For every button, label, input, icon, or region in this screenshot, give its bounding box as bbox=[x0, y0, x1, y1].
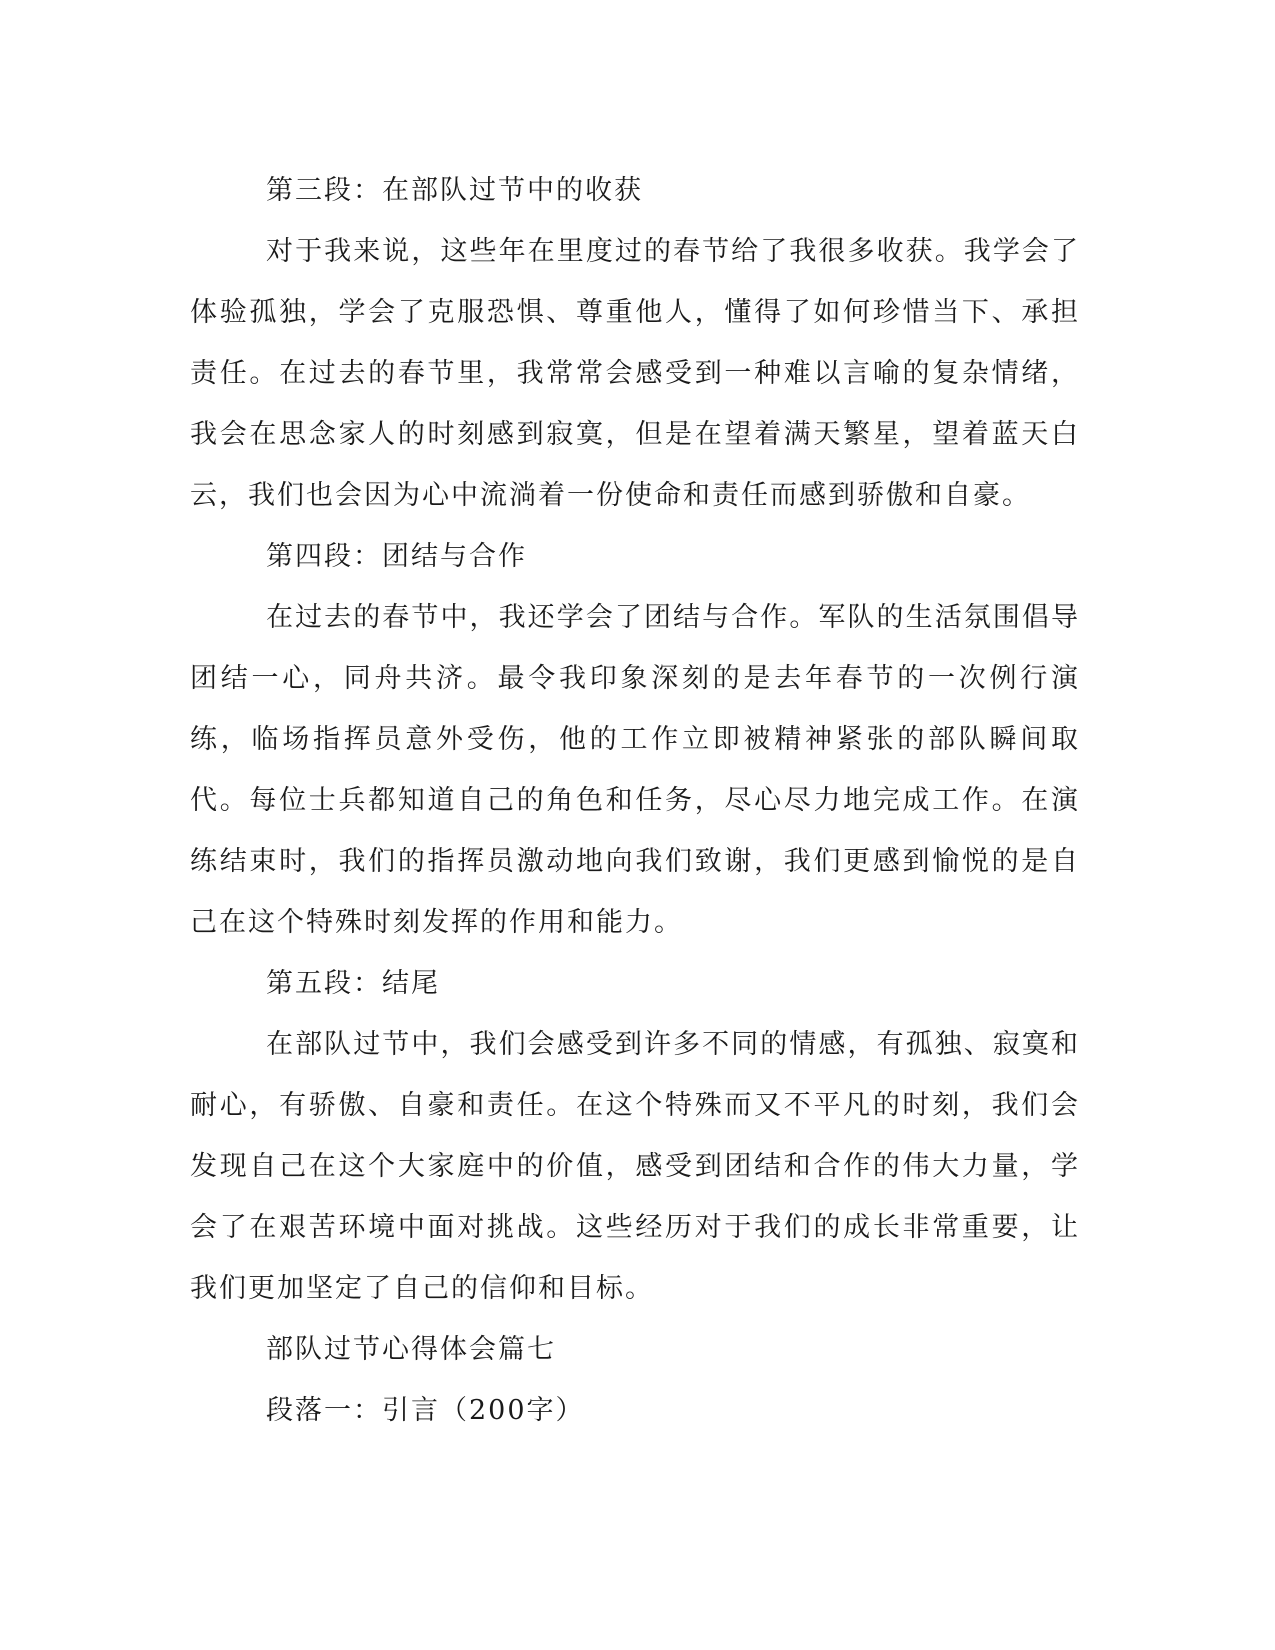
article-title: 部队过节心得体会篇七 bbox=[266, 1334, 556, 1365]
section-heading-4: 第四段：团结与合作 bbox=[266, 541, 527, 572]
paragraph-3: 对于我来说，这些年在里度过的春节给了我很多收获。我学会了体验孤独，学会了克服恐惧、尊重他人，懂得了如何珍惜当下、承担责任。在过去的春节里，我常常会感受到一种难以言喻的复杂情绪，我会在思念家人的时刻感到寂寞，但是在望着满天繁星，望着蓝天白云，我们也会因为心中流淌着一份使命和责任而感到骄傲和自豪。 bbox=[190, 236, 1080, 511]
section-heading-5: 第五段：结尾 bbox=[266, 968, 440, 999]
document-body bbox=[190, 160, 1080, 1441]
paragraph-5: 在部队过节中，我们会感受到许多不同的情感，有孤独、寂寞和耐心，有骄傲、自豪和责任。在这个特殊而又不平凡的时刻，我们会发现自己在这个大家庭中的价值，感受到团结和合作的伟大力量，学会了在艰苦环境中面对挑战。这些经历对于我们的成长非常重要，让我们更加坚定了自己的信仰和目标。 bbox=[190, 1029, 1080, 1304]
section-heading-intro: 段落一：引言（200字） bbox=[266, 1395, 585, 1426]
paragraph-4: 在过去的春节中，我还学会了团结与合作。军队的生活氛围倡导团结一心，同舟共济。最令我印象深刻的是去年春节的一次例行演练，临场指挥员意外受伤，他的工作立即被精神紧张的部队瞬间取代。每位士兵都知道自己的角色和任务，尽心尽力地完成工作。在演练结束时，我们的指挥员激动地向我们致谢，我们更感到愉悦的是自己在这个特殊时刻发挥的作用和能力。 bbox=[190, 602, 1080, 938]
section-heading-3: 第三段：在部队过节中的收获 bbox=[266, 175, 643, 206]
